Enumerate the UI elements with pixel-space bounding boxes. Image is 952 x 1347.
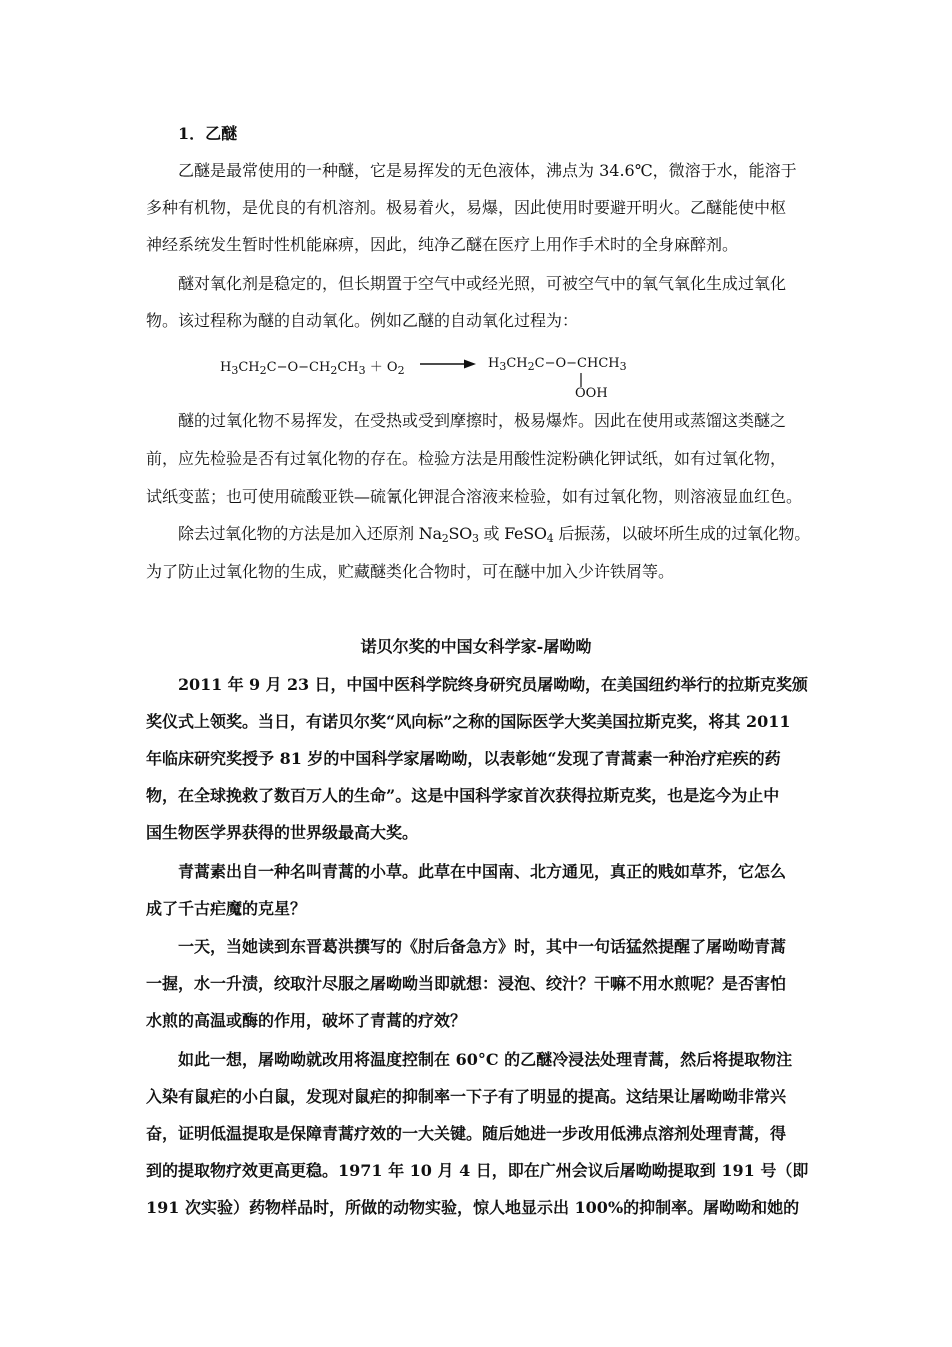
paragraph-line: 一握，水一升渍，绞取汁尽服之屠呦呦当即就想：浸泡、绞汁？干嘛不用水煎呢？是否害怕 bbox=[146, 974, 787, 993]
paragraph-line: 除去过氧化物的方法是加入还原剂 $Na_2SO_3$ 或 FeSO$_4$ 后振荡，以破坏所生成的过氧化物。 bbox=[178, 524, 810, 545]
paragraph-line: 到的提取物疗效更高更稳。1971 年 10 月 4 日，即在广州会议后屠呦呦提取到 191 号（即 bbox=[146, 1161, 809, 1180]
paragraph-line: 奋，证明低温提取是保障青蒿疗效的一大关键。随后她进一步改用低沸点溶剂处理青蒿，得 bbox=[146, 1124, 787, 1143]
paragraph-line: 试纸变蓝；也可使用硫酸亚铁—硫氰化钾混合溶液来检验，如有过氧化物，则溶液显血红色。 bbox=[146, 487, 803, 506]
equation-right: $H_3CH_2C-O-CHCH_3$ bbox=[488, 356, 627, 373]
paragraph-line: 多种有机物，是优良的有机溶剂。极易着火，易爆，因此使用时要避开明火。乙醚能使中枢 bbox=[146, 198, 787, 217]
paragraph-line: 神经系统发生暂时性机能麻痹，因此，纯净乙醚在医疗上用作手术时的全身麻醉剂。 bbox=[146, 235, 739, 254]
paragraph-line: 水煎的高温或酶的作用，破坏了青蒿的疗效？ bbox=[146, 1011, 467, 1030]
paragraph-line: 191 次实验）药物样品时，所做的动物实验，惊人地显示出 100%的抑制率。屠呦呦和她的 bbox=[146, 1198, 800, 1217]
paragraph-line: 一天，当她读到东晋葛洪撰写的《肘后备急方》时，其中一句话猛然提醒了屠呦呦青蒿 bbox=[178, 937, 787, 956]
paragraph-line: 国生物医学界获得的世界级最高大奖。 bbox=[146, 823, 419, 842]
paragraph-line: 物，在全球挽救了数百万人的生命”。这是中国科学家首次获得拉斯克奖，也是迄今为止中 bbox=[146, 786, 780, 805]
paragraph-line: 青蒿素出自一种名叫青蒿的小草。此草在中国南、北方通见，真正的贱如草芥，它怎么 bbox=[178, 862, 787, 881]
paragraph-line: 如此一想，屠呦呦就改用将温度控制在 60°C 的乙醚冷浸法处理青蒿，然后将提取物注 bbox=[178, 1050, 793, 1069]
paragraph-line: 醚的过氧化物不易挥发，在受热或受到摩擦时，极易爆炸。因此在使用或蒸馏这类醚之 bbox=[178, 411, 787, 430]
paragraph-line: 乙醚是最常使用的一种醚，它是易挥发的无色液体，沸点为 34.6℃，微溶于水，能溶于 bbox=[178, 161, 797, 180]
section-heading: 1．乙醚 bbox=[178, 124, 238, 143]
article-title: 诺贝尔奖的中国女科学家-屠呦呦 bbox=[360, 637, 592, 656]
equation-branch: OOH bbox=[575, 386, 608, 401]
reaction-arrow bbox=[420, 358, 476, 370]
paragraph-line: 2011 年 9 月 23 日，中国中医科学院终身研究员屠呦呦，在美国纽约举行的拉斯克奖颁 bbox=[178, 675, 808, 694]
bond-line bbox=[579, 373, 583, 387]
paragraph-line: 奖仪式上领奖。当日，有诺贝尔奖“风向标”之称的国际医学大奖美国拉斯克奖，将其 2011 bbox=[146, 712, 791, 731]
paragraph-line: 醚对氧化剂是稳定的，但长期置于空气中或经光照，可被空气中的氧气氧化生成过氧化 bbox=[178, 274, 787, 293]
paragraph-line: 成了千古疟魔的克星？ bbox=[146, 899, 307, 918]
paragraph-line: 年临床研究奖授予 81 岁的中国科学家屠呦呦，以表彰她“发现了青蒿素一种治疗疟疾的药 bbox=[146, 749, 781, 768]
paragraph-line: 前，应先检验是否有过氧化物的存在。检验方法是用酸性淀粉碘化钾试纸，如有过氧化物， bbox=[146, 449, 787, 468]
paragraph-line: 为了防止过氧化物的生成，贮藏醚类化合物时，可在醚中加入少许铁屑等。 bbox=[146, 562, 675, 581]
paragraph-line: 入染有鼠疟的小白鼠，发现对鼠疟的抑制率一下子有了明显的提高。这结果让屠呦呦非常兴 bbox=[146, 1087, 787, 1106]
equation-left: $H_3CH_2C-O-CH_2CH_3 + O_2$ bbox=[220, 360, 405, 377]
paragraph-line: 物。该过程称为醚的自动氧化。例如乙醚的自动氧化过程为： bbox=[146, 311, 579, 330]
